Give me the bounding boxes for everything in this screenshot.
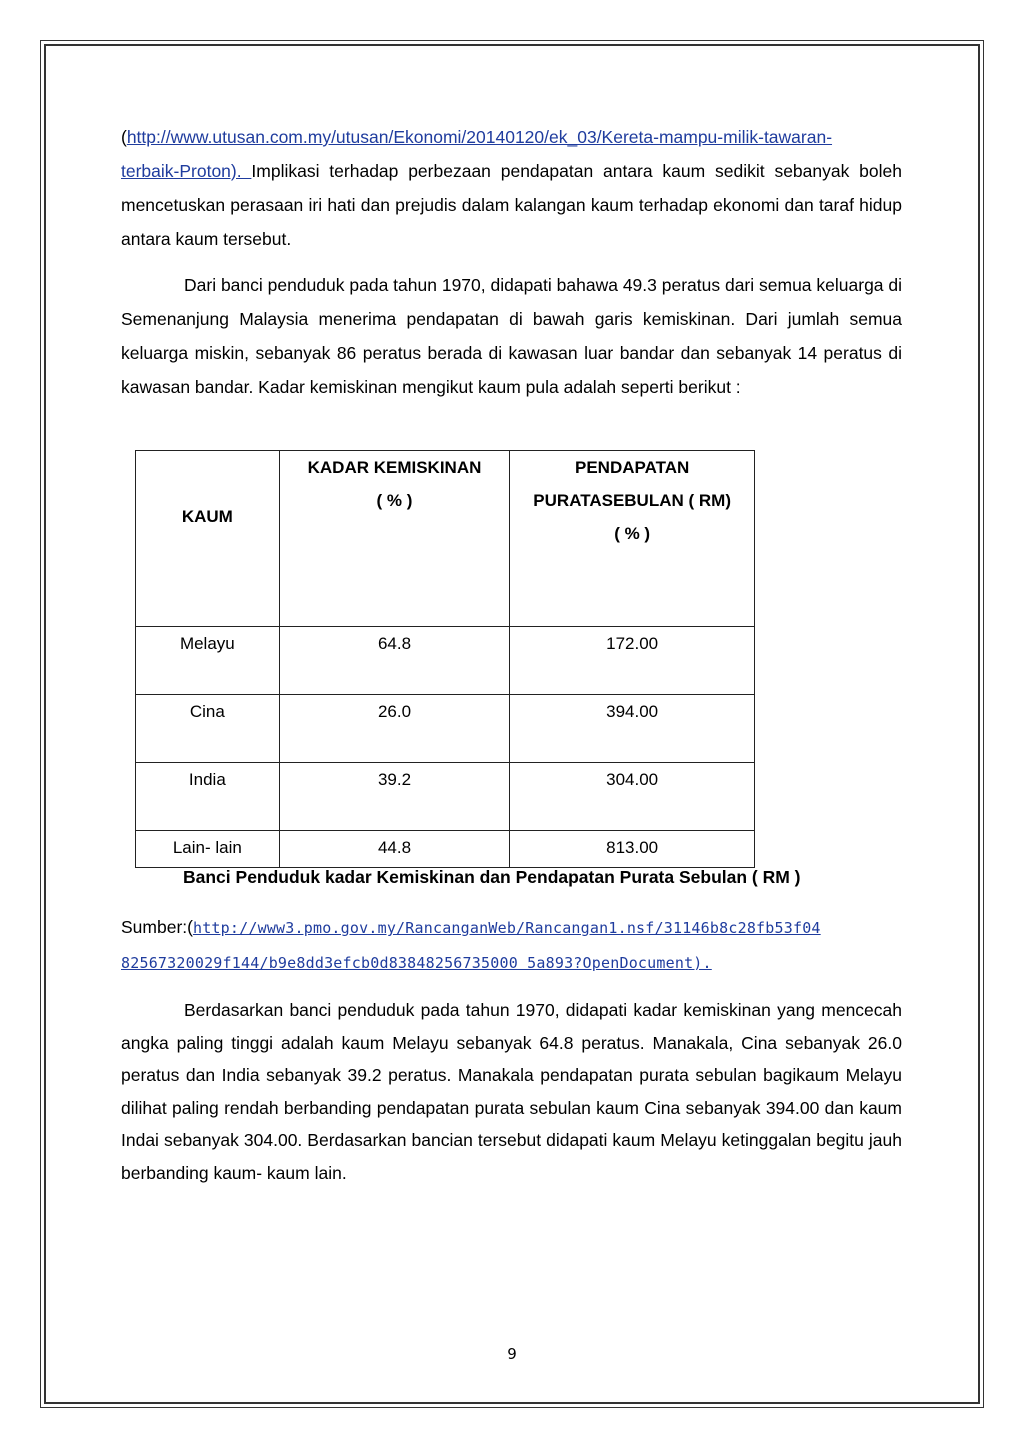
header-pendapatan-line2: PURATASEBULAN ( RM): [533, 491, 731, 510]
cell-pendapatan: 394.00: [510, 695, 755, 763]
cell-kaum: Cina: [136, 695, 280, 763]
header-kaum: KAUM: [136, 451, 280, 627]
cell-kaum: India: [136, 763, 280, 831]
cell-pendapatan: 813.00: [510, 831, 755, 868]
table-row: [136, 627, 755, 695]
cell-kadar: 26.0: [279, 695, 510, 763]
header-pendapatan-line1: PENDAPATAN: [575, 458, 690, 477]
cell-pendapatan: 172.00: [510, 627, 755, 695]
paragraph-1: [121, 120, 902, 256]
paragraph-3: Berdasarkan banci penduduk pada tahun 1970, didapati kadar kemiskinan yang mencecah angka paling tinggi adalah kaum Melayu sebanyak 64.8 peratus. Manakala, Cina sebanyak 26.0 peratus dan India sebanyak 39.2 peratus. Manakala pendapatan purata sebulan bagikaum Melayu dilihat paling rendah berbanding pendapatan purata sebulan kaum Cina sebanyak 394.00 dan kaum Indai sebanyak 304.00. Berdasarkan bancian tersebut didapati kaum Melayu ketinggalan begitu jauh berbanding kaum- kaum lain.: [121, 1000, 902, 1183]
table-row: [136, 695, 755, 763]
source-label: Sumber:(: [121, 917, 193, 937]
cell-kadar: 44.8: [279, 831, 510, 868]
table-row: [136, 763, 755, 831]
utusan-link-line2[interactable]: terbaik-Proton).: [121, 161, 252, 181]
header-kadar: [279, 451, 510, 627]
cell-kaum: Melayu: [136, 627, 280, 695]
paragraph-2: Dari banci penduduk pada tahun 1970, didapati bahawa 49.3 peratus dari semua keluarga di Semenanjung Malaysia menerima pendapatan di bawah garis kemiskinan. Dari jumlah semua keluarga miskin, sebanyak 86 peratus berada di kawasan luar bandar dan sebanyak 14 peratus di kawasan bandar. Kadar kemiskinan mengikut kaum pula adalah seperti berikut :: [121, 275, 903, 397]
pmo-link-line1[interactable]: http://www3.pmo.gov.my/RancanganWeb/Rancangan1.nsf/31146b8c28fb53f04: [192, 919, 821, 937]
cell-kadar: 39.2: [279, 763, 510, 831]
paragraph-1-text: Implikasi terhadap perbezaan pendapatan antara kaum sedikit sebanyak boleh mencetuskan perasaan iri hati dan prejudis dalam kalangan kaum terhadap ekonomi dan taraf hidup antara kaum tersebut.: [121, 161, 902, 249]
utusan-link-line1[interactable]: http://www.utusan.com.my/utusan/Ekonomi/20140120/ek_03/Kereta-mampu-milik-tawaran-: [126, 127, 833, 147]
header-pendapatan-line3: ( % ): [614, 524, 651, 543]
page-number: 9: [507, 1345, 517, 1363]
source-line: [121, 910, 902, 980]
header-kadar-line1: KADAR KEMISKINAN: [307, 458, 482, 477]
table-caption: Banci Penduduk kadar Kemiskinan dan Pendapatan Purata Sebulan ( RM ): [183, 867, 801, 887]
cell-kadar: 64.8: [279, 627, 510, 695]
poverty-table: [135, 450, 755, 868]
header-pendapatan: [510, 451, 755, 627]
open-paren: (: [121, 127, 127, 147]
table-header-row: [136, 451, 755, 627]
cell-pendapatan: 304.00: [510, 763, 755, 831]
body-text-top: [121, 120, 902, 404]
header-kadar-line2: ( % ): [376, 491, 413, 510]
pmo-link-line2[interactable]: 82567320029f144/b9e8dd3efcb0d83848256735000 5a893?OpenDocument).: [121, 954, 712, 972]
cell-kaum: Lain- lain: [136, 831, 280, 868]
